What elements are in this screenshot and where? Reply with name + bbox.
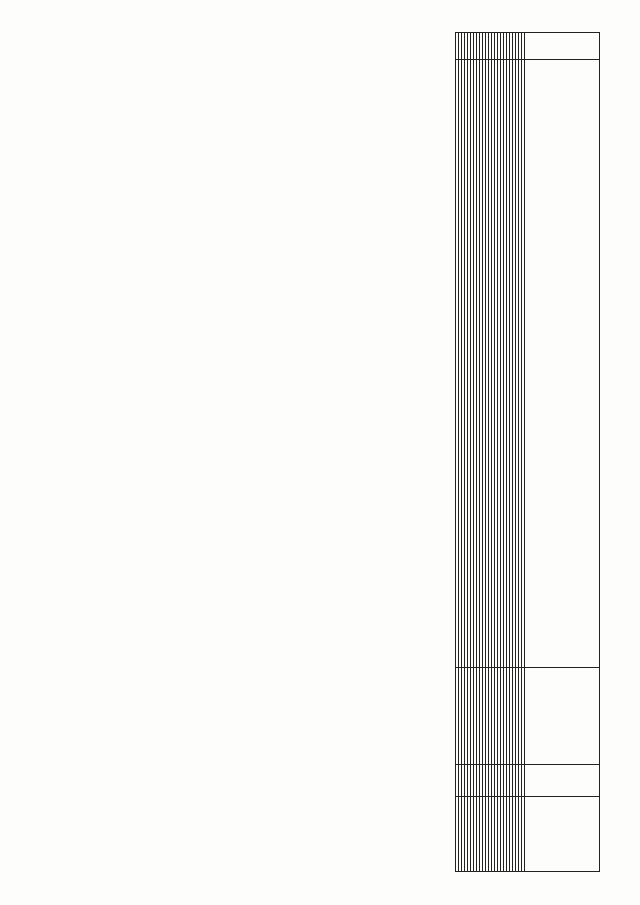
row-name-cell xyxy=(477,60,480,667)
row-name-cell xyxy=(483,60,486,667)
row-expense-type-cell xyxy=(510,765,513,797)
row-expense-type-cell xyxy=(519,765,522,797)
row-number-cell xyxy=(480,33,483,60)
row-name-cell xyxy=(462,60,465,667)
row-number-cell xyxy=(486,33,489,60)
table-row xyxy=(471,33,474,872)
table-row xyxy=(501,33,504,872)
row-name-cell xyxy=(465,60,468,667)
row-expense-type-cell xyxy=(462,765,465,797)
table-row xyxy=(462,33,465,872)
table-row xyxy=(480,33,483,872)
row-expense-type-cell xyxy=(516,765,519,797)
table-row xyxy=(468,33,471,872)
row-sum-cell xyxy=(501,797,504,872)
row-code-cell xyxy=(513,667,516,765)
row-number-cell xyxy=(501,33,504,60)
row-sum-cell xyxy=(465,797,468,872)
row-number-cell xyxy=(504,33,507,60)
row-sum-cell xyxy=(510,797,513,872)
table-row xyxy=(522,33,525,872)
table-row xyxy=(513,33,516,872)
row-expense-type-cell xyxy=(501,765,504,797)
row-number-cell xyxy=(522,33,525,60)
row-sum-cell xyxy=(507,797,510,872)
row-name-cell xyxy=(480,60,483,667)
row-name-cell xyxy=(522,60,525,667)
row-sum-cell xyxy=(474,797,477,872)
row-number-cell xyxy=(516,33,519,60)
row-name-cell xyxy=(471,60,474,667)
table-row xyxy=(483,33,486,872)
row-expense-type-cell xyxy=(471,765,474,797)
row-code-cell xyxy=(456,667,459,765)
row-code-cell xyxy=(507,667,510,765)
row-expense-type-cell xyxy=(495,765,498,797)
row-number-cell xyxy=(489,33,492,60)
row-expense-type-cell xyxy=(489,765,492,797)
table-row xyxy=(519,33,522,872)
row-code-cell xyxy=(492,667,495,765)
row-number-cell xyxy=(510,33,513,60)
rotated-budget-table-container xyxy=(40,32,600,872)
row-expense-type-cell xyxy=(504,765,507,797)
row-expense-type-cell xyxy=(474,765,477,797)
row-expense-type-cell xyxy=(477,765,480,797)
row-code-cell xyxy=(501,667,504,765)
row-code-cell xyxy=(459,667,462,765)
row-number-cell xyxy=(462,33,465,60)
row-sum-cell xyxy=(483,797,486,872)
row-number-cell xyxy=(474,33,477,60)
table-row xyxy=(504,33,507,872)
row-sum-cell xyxy=(498,797,501,872)
table-row xyxy=(459,33,462,872)
table-row xyxy=(486,33,489,872)
table-row xyxy=(456,33,459,872)
row-code-cell xyxy=(483,667,486,765)
row-sum-cell xyxy=(471,797,474,872)
row-name-cell xyxy=(474,60,477,667)
row-name-cell xyxy=(507,60,510,667)
row-name-cell xyxy=(501,60,504,667)
table-row xyxy=(489,33,492,872)
row-sum-cell xyxy=(489,797,492,872)
row-number-cell xyxy=(492,33,495,60)
row-sum-cell xyxy=(462,797,465,872)
row-sum-cell xyxy=(492,797,495,872)
table-row xyxy=(495,33,498,872)
row-sum-cell xyxy=(480,797,483,872)
row-name-cell xyxy=(456,60,459,667)
row-code-cell xyxy=(465,667,468,765)
header-sum xyxy=(525,797,600,872)
table-row xyxy=(510,33,513,872)
row-number-cell xyxy=(507,33,510,60)
row-code-cell xyxy=(516,667,519,765)
row-name-cell xyxy=(516,60,519,667)
row-name-cell xyxy=(489,60,492,667)
row-expense-type-cell xyxy=(486,765,489,797)
row-code-cell xyxy=(504,667,507,765)
row-expense-type-cell xyxy=(465,765,468,797)
row-number-cell xyxy=(519,33,522,60)
row-sum-cell xyxy=(516,797,519,872)
row-sum-cell xyxy=(468,797,471,872)
row-code-cell xyxy=(468,667,471,765)
header-num xyxy=(525,33,600,60)
row-code-cell xyxy=(480,667,483,765)
table-row xyxy=(507,33,510,872)
row-number-cell xyxy=(456,33,459,60)
header-code xyxy=(525,667,600,765)
table-row xyxy=(492,33,495,872)
row-name-cell xyxy=(486,60,489,667)
table-row xyxy=(516,33,519,872)
row-expense-type-cell xyxy=(498,765,501,797)
row-code-cell xyxy=(498,667,501,765)
row-number-cell xyxy=(459,33,462,60)
row-number-cell xyxy=(477,33,480,60)
row-expense-type-cell xyxy=(522,765,525,797)
table-header-row xyxy=(525,33,600,872)
row-number-cell xyxy=(471,33,474,60)
row-sum-cell xyxy=(477,797,480,872)
row-code-cell xyxy=(462,667,465,765)
budget-allocation-table xyxy=(455,32,600,872)
row-number-cell xyxy=(483,33,486,60)
row-sum-cell xyxy=(519,797,522,872)
row-name-cell xyxy=(459,60,462,667)
row-sum-cell xyxy=(456,797,459,872)
row-code-cell xyxy=(495,667,498,765)
row-expense-type-cell xyxy=(459,765,462,797)
row-name-cell xyxy=(510,60,513,667)
row-number-cell xyxy=(465,33,468,60)
row-expense-type-cell xyxy=(468,765,471,797)
row-name-cell xyxy=(468,60,471,667)
row-code-cell xyxy=(510,667,513,765)
row-sum-cell xyxy=(504,797,507,872)
row-number-cell xyxy=(495,33,498,60)
row-sum-cell xyxy=(522,797,525,872)
row-expense-type-cell xyxy=(456,765,459,797)
row-expense-type-cell xyxy=(507,765,510,797)
row-name-cell xyxy=(498,60,501,667)
row-code-cell xyxy=(486,667,489,765)
row-number-cell xyxy=(513,33,516,60)
row-code-cell xyxy=(522,667,525,765)
row-code-cell xyxy=(477,667,480,765)
row-number-cell xyxy=(468,33,471,60)
row-sum-cell xyxy=(486,797,489,872)
row-code-cell xyxy=(489,667,492,765)
table-row xyxy=(477,33,480,872)
table-row xyxy=(465,33,468,872)
row-number-cell xyxy=(498,33,501,60)
row-expense-type-cell xyxy=(480,765,483,797)
row-expense-type-cell xyxy=(483,765,486,797)
table-body xyxy=(456,33,525,872)
row-name-cell xyxy=(495,60,498,667)
row-code-cell xyxy=(474,667,477,765)
row-code-cell xyxy=(471,667,474,765)
table-row xyxy=(474,33,477,872)
row-expense-type-cell xyxy=(513,765,516,797)
table-row xyxy=(498,33,501,872)
row-sum-cell xyxy=(459,797,462,872)
row-name-cell xyxy=(492,60,495,667)
row-code-cell xyxy=(519,667,522,765)
header-name xyxy=(525,60,600,667)
row-sum-cell xyxy=(513,797,516,872)
row-name-cell xyxy=(519,60,522,667)
row-expense-type-cell xyxy=(492,765,495,797)
row-sum-cell xyxy=(495,797,498,872)
row-name-cell xyxy=(513,60,516,667)
header-type xyxy=(525,765,600,797)
row-name-cell xyxy=(504,60,507,667)
